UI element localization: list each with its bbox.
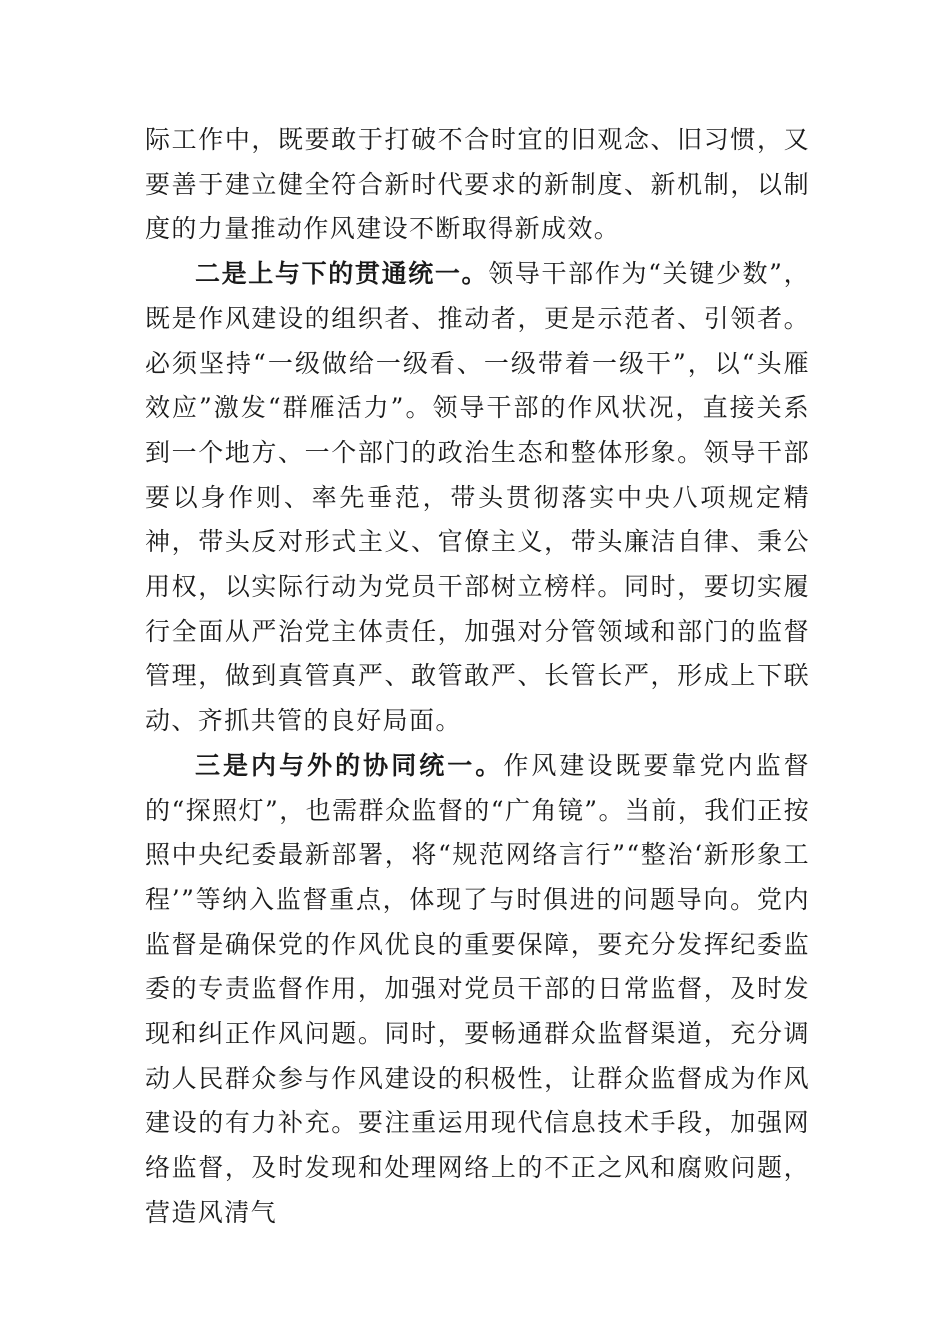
paragraph-text: 作风建设既要靠党内监督的“探照灯”，也需群众监督的“广角镜”。当前，我们正按照中央纪委最新部署，将“规范网络言行”“整治‘新形象工程’”等纳入监督重点，体现了与时俱进的问题导向。党内监督是确保党的作风优良的重要保障，要充分发挥纪委监委的专责监督作用，加强对党员干部的日常监督，及时发现和纠正作风问题。同时，要畅通群众监督渠道，充分调动人民群众参与作风建设的积极性，让群众监督成为作风建设的有力补充。要注重运用现代信息技术手段，加强网络监督，及时发现和处理网络上的不正之风和腐败问题，营造风清气 [145,750,810,1227]
paragraph-text: 领导干部作为“关键少数”，既是作风建设的组织者、推动者，更是示范者、引领者。必须坚持“一级做给一级看、一级带着一级干”，以“头雁效应”激发“群雁活力”。领导干部的作风状况，直接关系到一个地方、一个部门的政治生态和整体形象。领导干部要以身作则、率先垂范，带头贯彻落实中央八项规定精神，带头反对形式主义、官僚主义，带头廉洁自律、秉公用权，以实际行动为党员干部树立榜样。同时，要切实履行全面从严治党主体责任，加强对分管领域和部门的监督管理，做到真管真严、敢管敢严、长管长严，形成上下联动、齐抓共管的良好局面。 [145,259,811,736]
paragraph-continuation [145,118,810,252]
paragraph-text: 际工作中，既要敢于打破不合时宜的旧观念、旧习惯，又要善于建立健全符合新时代要求的新制度、新机制，以制度的力量推动作风建设不断取得新成效。 [145,125,810,244]
paragraph-top-bottom [145,252,810,744]
document-body [145,118,810,1236]
paragraph-lead-heading: 二是上与下的贯通统一。 [195,259,489,289]
paragraph-inner-outer [145,744,810,1236]
paragraph-lead-heading: 三是内与外的协同统一。 [195,750,504,780]
